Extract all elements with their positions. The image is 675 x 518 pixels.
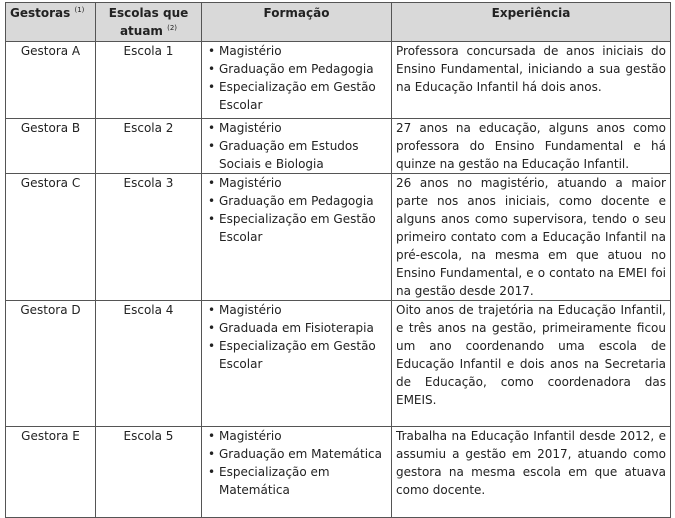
table-row [6, 42, 671, 119]
list-item: • Especialização em Gestão Escolar [206, 78, 387, 114]
list-item: • Magistério [206, 119, 387, 137]
formacao-list [206, 174, 387, 246]
cell-experiencia: 26 anos no magistério, atuando a maior parte nos anos iniciais, como docente e alguns anos como supervisora, tendo o seu primeiro contato com a Educação Infantil na pré-escola, na mesma em que atuou no Ensino Fundamental, e o contato na EMEI foi na gestão desde 2017. [392, 174, 671, 301]
table-row [6, 301, 671, 427]
cell-escola: Escola 3 [96, 174, 202, 301]
cell-gestora: Gestora A [6, 42, 96, 119]
list-item: • Graduação em Pedagogia [206, 192, 387, 210]
list-item: • Graduação em Matemática [206, 445, 387, 463]
list-item: • Magistério [206, 427, 387, 445]
list-item: • Graduada em Fisioterapia [206, 319, 387, 337]
cell-formacao [202, 42, 392, 119]
cell-gestora: Gestora E [6, 427, 96, 518]
gestoras-table [5, 2, 671, 518]
table-row [6, 427, 671, 518]
cell-experiencia: Trabalha na Educação Infantil desde 2012, e assumiu a gestão em 2017, atuando como gestora na mesma escola em que atuava como docente. [392, 427, 671, 518]
cell-experiencia: Oito anos de trajetória na Educação Infantil, e três anos na gestão, primeiramente ficou um ano coordenando uma escola de Educação Infantil e dois anos na Secretaria de Educação, como coordenadora das EMEIS. [392, 301, 671, 427]
cell-escola: Escola 2 [96, 119, 202, 174]
table-header-row [6, 3, 671, 42]
footnote-marker: (1) [74, 6, 85, 14]
list-item: • Magistério [206, 301, 387, 319]
cell-gestora: Gestora B [6, 119, 96, 174]
header-experiencia: Experiência [392, 3, 671, 42]
cell-escola: Escola 4 [96, 301, 202, 427]
formacao-list [206, 301, 387, 373]
list-item: • Magistério [206, 42, 387, 60]
cell-escola: Escola 5 [96, 427, 202, 518]
list-item: • Especialização em Gestão Escolar [206, 210, 387, 246]
header-formacao: Formação [202, 3, 392, 42]
list-item: • Graduação em Pedagogia [206, 60, 387, 78]
list-item: • Especialização em Gestão Escolar [206, 337, 387, 373]
cell-experiencia: Professora concursada de anos iniciais do Ensino Fundamental, iniciando a sua gestão na Educação Infantil há dois anos. [392, 42, 671, 119]
list-item: • Magistério [206, 174, 387, 192]
header-escolas: Escolas que atuam $^{(2)}$ [96, 3, 202, 42]
list-item: • Graduação em Estudos Sociais e Biologia [206, 137, 387, 173]
header-gestoras: Gestoras $^{(1)}$ [6, 3, 96, 42]
formacao-list [206, 119, 387, 173]
cell-experiencia: 27 anos na educação, alguns anos como professora do Ensino Fundamental e há quinze na gestão na Educação Infantil. [392, 119, 671, 174]
cell-formacao [202, 301, 392, 427]
list-item: • Especialização em Matemática [206, 463, 387, 499]
cell-gestora: Gestora C [6, 174, 96, 301]
cell-formacao [202, 427, 392, 518]
table-row [6, 119, 671, 174]
cell-gestora: Gestora D [6, 301, 96, 427]
table-row [6, 174, 671, 301]
formacao-list [206, 42, 387, 114]
cell-escola: Escola 1 [96, 42, 202, 119]
footnote-marker: (2) [167, 24, 178, 32]
formacao-list [206, 427, 387, 499]
cell-formacao [202, 119, 392, 174]
cell-formacao [202, 174, 392, 301]
